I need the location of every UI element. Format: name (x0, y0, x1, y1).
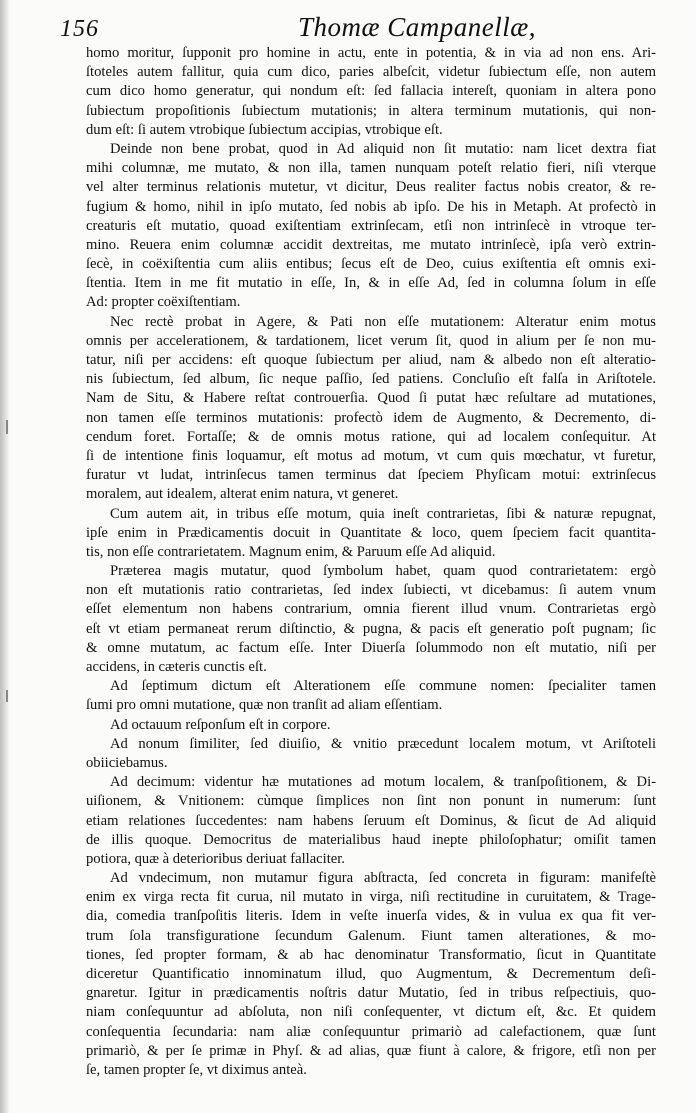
text-line: non eſt mutationis ratio contrarietas, ſed index ſubiecti, vt dicebamus: ſi autem vnum (86, 582, 656, 599)
text-line: creaturis eſt mutatio, quoad exiſtentiam extrinſecam, etſi non intrinſecè in vtroque ter- (86, 217, 656, 234)
text-line: accidens, in cæteris cunctis eſt. (86, 659, 267, 675)
text-line: Nec rectè probat in Agere, & Pati non eſſe mutationem: Alteratur enim motus (110, 313, 656, 330)
page-number: 156 (60, 16, 99, 42)
margin-mark (6, 690, 8, 702)
text-line: vel alter terminus relationis mutetur, vt dicitur, Deus realiter factus nobis creator, & re- (86, 179, 656, 196)
text-line: ſi de intentione finis loquamur, eſt motus ad motum, vt cum quis mœchatur, vt furetur, (86, 447, 656, 464)
text-line: uiſionem, & Vnitionem: cùmque ſimplices non ſint non ponunt in numerum: ſunt (86, 793, 656, 810)
margin-mark (6, 420, 8, 434)
text-line: ſtoteles autem fallitur, quia cum dico, paries albeſcit, videtur ſubiectum eſſe, non autem (86, 64, 656, 81)
text-line: conſequentia ſecundaria: nam aliæ conſequuntur primariò ad calefactionem, quæ ſunt (86, 1023, 656, 1040)
text-line: etiam relationes ſuccedentes: nam habens ſeruum eſt Dominus, & ſicut de Ad aliquid (86, 812, 656, 829)
text-line: tatur, niſi per accidens: eſt quoque ſubiectum per aliud, nam & albedo non eſt alteratio- (86, 352, 656, 368)
text-line: & omne mutatum, ac factum eſſe. Inter Diuerſa ſolummodo non eſt mutatio, niſi per (86, 639, 656, 656)
text-line: Cum autem ait, in tribus eſſe motum, quia ineſt contrarietas, ſibi & naturæ repugnat, (110, 505, 656, 522)
text-line: Ad ſeptimum dictum eſt Alterationem eſſe commune nomen: ſpecialiter tamen (110, 678, 656, 695)
text-line: ipſe enim in Prædicamentis docuit in Quantitate & loco, quem ſpeciem facit quantita- (86, 524, 656, 541)
text-line: Deinde non bene probat, quod in Ad aliquid non ſit mutatio: nam licet dextra fiat (110, 140, 656, 157)
text-line: primariò, & per ſe primæ in Phyſ. & ad alias, quæ fiunt à calore, & frigore, etſi non per (86, 1042, 656, 1059)
text-line: obiiciebamus. (86, 754, 168, 771)
text-line: cum dico homo generatur, qui nondum eſt: ſed fallacia intereſt, quoniam in altera pono (86, 83, 656, 100)
text-line: de illis quoque. Democritus de materialibus haud inepte philoſophatur; omiſit tamen (86, 831, 656, 848)
text-line: gnaretur. Igitur in prædicamentis noſtris datur Mutatio, ſed in tribus reſpectiuis, quo- (86, 985, 656, 1002)
text-line: cendum foret. Fortaſſe; & de omnis motus ratione, qui ad localem conſequitur. At (86, 428, 656, 445)
page-gutter-shadow (0, 0, 10, 1113)
text-line: ſumi pro omni mutatione, quæ non tranſit ad aliam eſſentiam. (86, 697, 443, 714)
text-line: Ad decimum: videntur hæ mutationes ad motum localem, & tranſpoſitionem, & Di- (110, 774, 656, 791)
text-line: fugium & homo, nihil in ipſo mutato, ſed nobis ab ipſo. De his in Metaph. At profectò in (86, 198, 656, 215)
text-line: ſe, tamen propter ſe, vt diximus anteà. (86, 1061, 307, 1078)
text-line: diceretur Quantificatio innominatum illud, quo Augmentum, & Decrementum deſi- (86, 966, 656, 982)
text-line: mihi columnæ, me mutato, & non illa, tamen nunquam poteſt relatio fieri, niſi vterque (86, 160, 656, 177)
text-line: niam conſequuntur ad abſoluta, non niſi conſequenter, vt dictum eſt, &c. Et quidem (86, 1004, 656, 1021)
text-line: eſſet elementum non habens contrarium, omnia fierent illud vnum. Contrarietas ergò (86, 601, 656, 618)
text-line: eſt vt etiam permaneat rerum diſtinctio, & pugna, & pacis eſt generatio poſt pugnam; ſic (86, 620, 656, 637)
text-line: mino. Reuera enim columnæ accidit dextreitas, me mutato intrinſecè, ipſa verò extrin- (86, 236, 656, 253)
page-header (60, 12, 660, 44)
text-line: Ad nonum ſimiliter, ſed diuiſio, & vnitio præcedunt localem motum, vt Ariſtoteli (110, 735, 656, 752)
text-line: Nam de Situ, & Habere reſtat controuerſia. Quod ſi putat hæc reſultare ad mutationes, (86, 390, 656, 407)
text-line: tis, non eſſe contrarietatem. Magnum enim, & Paruum eſſe Ad aliquid. (86, 543, 496, 560)
text-line: dum eſt: ſi autem vtrobique ſubiectum accipias, vtrobique eſt. (86, 121, 443, 138)
text-line: nis ſubiectum, ſed album, ſic neque paſſio, ſed patiens. Concluſio eſt falſa in Ariſtotele. (86, 371, 656, 388)
text-line: non tamen eſſe terminos mutationis: profectò idem de Augmento, & Decremento, di- (86, 409, 656, 426)
text-line: Ad octauum reſponſum eſt in corpore. (110, 716, 331, 733)
body-text (86, 44, 656, 1080)
text-line: dia, comedia tranſpoſitis literis. Idem in veſte inuerſa vides, & in vulua ex qua fit ver- (86, 908, 656, 925)
text-line: furatur vt ludat, intrinſecus tamen terminus dat ſpeciem Phyſicam motui: extrinſecus (86, 467, 656, 484)
text-line: potiora, quæ à deterioribus deriuat fallaciter. (86, 850, 345, 867)
text-line: enim ex virga recta fit curua, nil mutato in virga, niſi rectitudine in curuitatem, & Trage- (86, 889, 656, 906)
text-line: ſecè, in coëxiſtentia cum aliis entibus; ſecus eſt de Deo, cuius exiſtentia eſt omnis exi- (86, 256, 656, 273)
text-line: omnis per accelerationem, & tardationem, licet verum ſit, quod in alium per ſe non mu- (86, 332, 656, 349)
text-line: Ad vndecimum, non mutamur figura abſtracta, ſed concreta in figuram: manifeſtè (110, 870, 656, 887)
text-line: trum ſola transfiguratione ſecundum Galenum. Fiunt tamen alterationes, & mo- (86, 927, 656, 944)
text-line: Præterea magis mutatur, quod ſymbolum habet, quam quod contrarietatem: ergò (110, 563, 656, 580)
running-title: Thomæ Campanellæ, (298, 12, 537, 42)
text-line: moralem, aut idealem, alterat enim natura, vt generet. (86, 486, 399, 503)
text-line: Ad: propter coëxiſtentiam. (86, 294, 241, 311)
text-line: homo moritur, ſupponit pro homine in actu, ente in potentia, & in via ad non ens. Ari- (86, 45, 656, 61)
text-line: tiones, ſed propter formam, & ab hac denominatur Transformatio, ſicut in Quantitate (86, 946, 656, 963)
text-line: ſubiectum propoſitionis ſubiectum mutationis; in altera terminum mutationis, qui non- (86, 102, 656, 119)
text-line: ſtentia. Item in me fit mutatio in eſſe, In, & in eſſe Ad, ſed in columna ſolum in eſſe (86, 275, 656, 292)
